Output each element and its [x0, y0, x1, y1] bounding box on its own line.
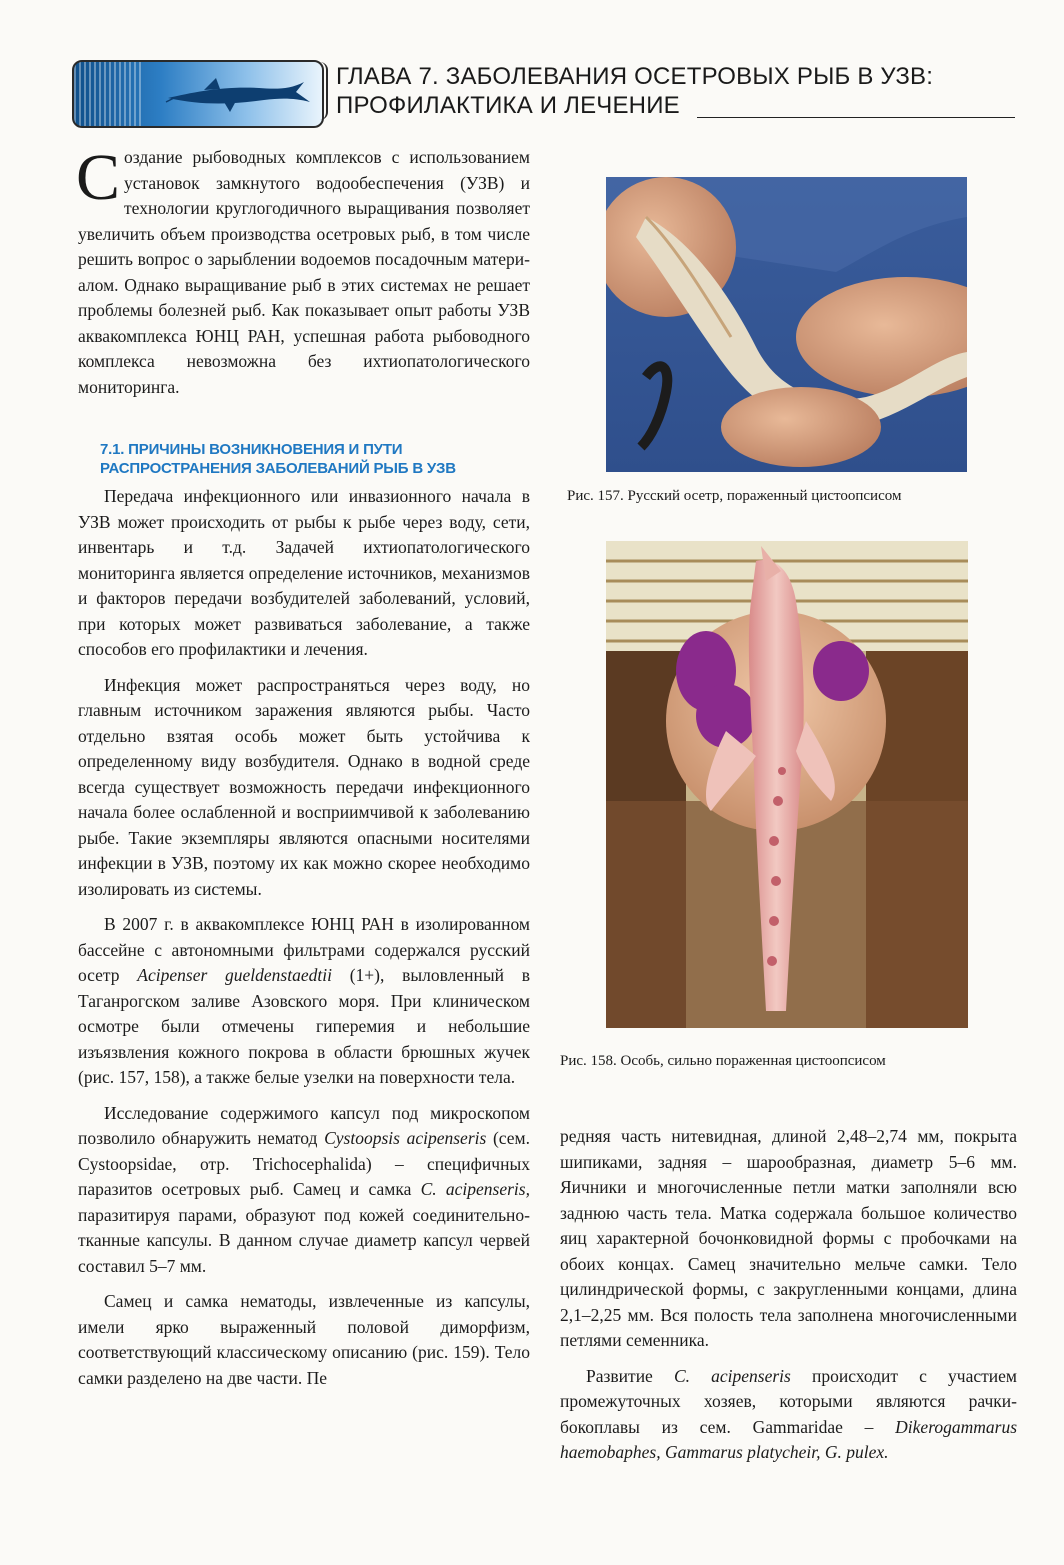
chapter-title-line2: ПРОФИЛАКТИКА И ЛЕЧЕНИЕ [336, 92, 680, 119]
right-column [560, 1124, 1017, 1466]
p3-text-a: В 2007 г. в аквакомплексе ЮНЦ РАН в изолированном бассейне с автономными фильтрами содержался русский осетр [78, 914, 530, 985]
figure-157-caption: Рис. 157. Русский осетр, пораженный цистоопсисом [567, 488, 902, 504]
paragraph-2: Инфекция может распространяться через воду, но главным источником заражения являются рыбы. Часто отдельно взятая особь может быть устойчива к определенному виду возбудителя. Однако в водной среде всегда существует возможность передачи инфекционного начала более ослабленной и восприимчивой к заболеванию рыбе. Такие экземпляры являются опасными носителями инфекции в УЗВ, поэтому их как можно скорее необходимо изолировать из системы. [78, 674, 530, 899]
p7-text-b: происходит с участием промежуточных хозяев, которыми являются рачки-бокоплавы из сем. Gammaridae – [560, 1365, 1017, 1437]
header-bracket [316, 62, 328, 120]
paragraph-3 [78, 912, 530, 1091]
figure-157-photo [606, 177, 967, 472]
paragraph-1: Передача инфекционного или инвазионного начала в УЗВ может происходить от рыбы к рыбе через воду, сети, инвентарь и т.д. Задачей ихтиопатологического мониторинга является определение источников, механизмов и факторов передачи возбудителей заболеваний, условий, при которых может развиваться заболевание, а также способов его профилактики и лечения. [78, 486, 530, 659]
p4-text-c: паразитируя парами, образуют под кожей соединительно-тканные капсулы. В данном случае диаметр капсул червей составил 5–7 мм. [78, 1204, 530, 1276]
p7-species-2: Dikerogammarus haemobaphes, Gammarus platycheir, G. pulex. [560, 1416, 1017, 1462]
chapter-title-line1: ГЛАВА 7. ЗАБОЛЕВАНИЯ ОСЕТРОВЫХ РЫБ В УЗВ: [336, 63, 934, 90]
p3-text-b: (1+), выловленный в Таганрогском заливе Азовского моря. При клиническом осмотре были отмечены гиперемия и небольшие изъязвления кожного покрова в области брюшных жучек (рис. 157, 158), а также белые узелки на поверхности тела. [78, 965, 530, 1087]
intro-text: оздание рыбоводных комплексов с использованием установок замкнутого водообеспечения (УЗВ) и технологии круглогодичного выращивания позволяет увеличить объем производства осетровых рыб, в том числе решить вопрос о зарыблении водоемов посадочным материалом. Однако выращивание рыб в этих системах не решает проблемы болезней рыб. Как показывает опыт работы УЗВ аквакомплекса ЮНЦ РАН, успешная работа рыбоводного комплекса невозможна без ихтиопатологического мониторинга. [78, 147, 530, 397]
p4-species-1: Cystoopsis acipenseris [324, 1128, 487, 1148]
drop-cap: С [76, 141, 121, 214]
paragraph-4 [78, 1101, 530, 1280]
p7-text-a: Развитие [586, 1365, 674, 1386]
left-column [76, 141, 530, 1391]
p4-species-2: C. acipenseris, [420, 1179, 530, 1199]
intro-paragraph [76, 141, 530, 400]
chapter-title [336, 62, 1036, 120]
figure-157-image [606, 177, 967, 472]
section-heading-line1: 7.1. ПРИЧИНЫ ВОЗНИКНОВЕНИЯ И ПУТИ [100, 441, 403, 458]
p4-text-a: Исследование содержимого капсул под микроскопом позволило обнаружить нематод [78, 1102, 530, 1148]
section-heading-line2: РАСПРОСТРАНЕНИЯ ЗАБОЛЕВАНИЙ РЫБ В УЗВ [100, 460, 456, 477]
paragraph-6: редняя часть нитевидная, длиной 2,48–2,74 мм, покрыта шипиками, задняя – шарообразная, диаметр 5–6 мм. Яичники и многочисленные петли матки заполняли всю заднюю часть тела. Матка содержала большое количество яиц характерной бочонковидной формы с пробочками на обоих концах. Самец значительно мельче самки. Тело цилиндрической формы, с закругленными концами, длина 2,1–2,25 мм. Вся полость тела заполнена многочисленными петлями семенника. [560, 1126, 1017, 1350]
figure-158-photo [606, 541, 968, 1028]
section-heading [78, 440, 530, 478]
sturgeon-icon [164, 68, 314, 118]
p4-text-b: (сем. Cystoopsidae, отр. Trichocephalida) – специфичных паразитов осетровых рыб. Самец и самка [78, 1128, 530, 1199]
badge-stripes [74, 62, 144, 126]
figure-158-image [606, 541, 968, 1028]
chapter-badge [72, 60, 324, 128]
paragraph-7 [560, 1364, 1017, 1466]
figure-158-caption: Рис. 158. Особь, сильно пораженная цистоопсисом [560, 1053, 886, 1069]
title-rule [697, 117, 1015, 118]
paragraph-5: Самец и самка нематоды, извлеченные из капсулы, имели ярко выраженный половой диморфизм, соответствующий классическому описанию (рис. 159). Тело самки разделено на две части. Пе [78, 1291, 530, 1388]
p3-species: Acipenser gueldenstaedtii [137, 965, 332, 985]
p7-species-1: C. acipenseris [673, 1365, 791, 1386]
